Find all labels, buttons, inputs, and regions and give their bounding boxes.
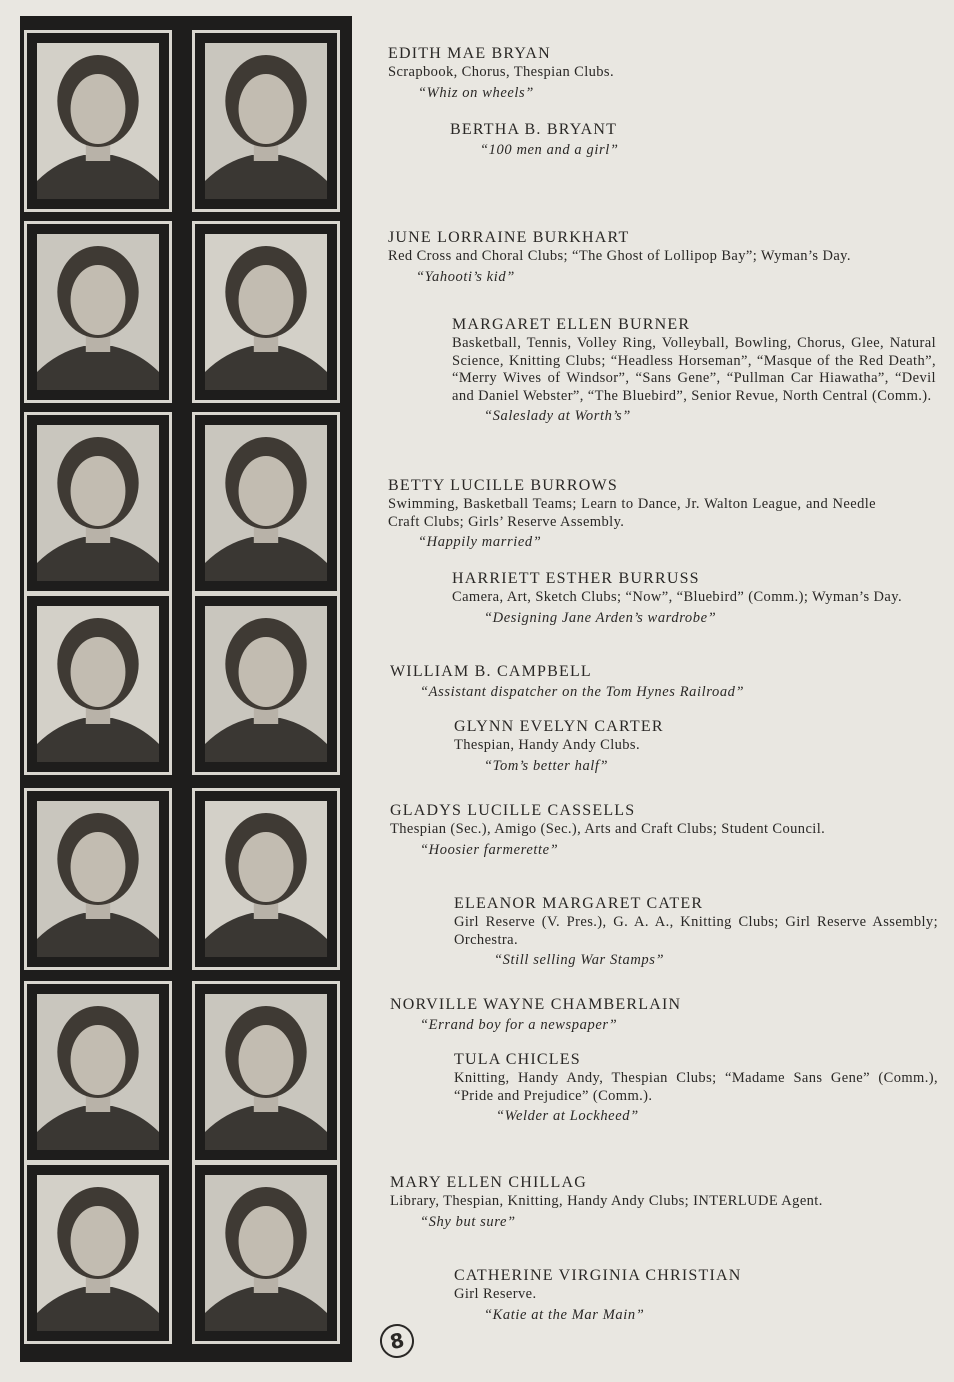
student-name: WILLIAM B. CAMPBELL: [390, 663, 592, 680]
student-quote: “Still selling War Stamps”: [494, 952, 665, 968]
student-name: MARY ELLEN CHILLAG: [390, 1174, 587, 1191]
student-name: MARGARET ELLEN BURNER: [452, 316, 691, 333]
photo-strip: [20, 16, 352, 1362]
student-activities: Knitting, Handy Andy, Thespian Clubs; “Madame Sans Gene” (Comm.), “Pride and Prejudice” (Comm.).: [454, 1070, 938, 1104]
portrait-frame: [24, 30, 172, 212]
portrait-photo: [37, 994, 159, 1150]
senior-entry: [390, 801, 876, 859]
student-name: NORVILLE WAYNE CHAMBERLAIN: [390, 996, 682, 1013]
senior-entry: [388, 228, 888, 286]
portrait-frame: [24, 981, 172, 1163]
portrait-silhouette: [37, 606, 159, 762]
portrait-silhouette: [205, 801, 327, 957]
student-name: CATHERINE VIRGINIA CHRISTIAN: [454, 1267, 742, 1284]
senior-entry: [450, 120, 930, 159]
student-activities: Girl Reserve (V. Pres.), G. A. A., Knitting Clubs; Girl Reserve Assembly; Orchestra.: [454, 914, 938, 948]
senior-entry: [388, 476, 876, 551]
student-quote: “Saleslady at Worth’s”: [484, 408, 631, 424]
portrait-frame: [192, 788, 340, 970]
student-activities: Red Cross and Choral Clubs; “The Ghost of Lollipop Bay”; Wyman’s Day.: [388, 248, 851, 264]
portrait-silhouette: [37, 234, 159, 390]
student-quote: “Assistant dispatcher on the Tom Hynes Railroad”: [420, 684, 745, 700]
portrait-photo: [205, 1175, 327, 1331]
portrait-photo: [205, 43, 327, 199]
student-quote: “100 men and a girl”: [480, 142, 619, 158]
portrait-photo: [37, 1175, 159, 1331]
student-quote: “Happily married”: [418, 534, 542, 550]
senior-entry: [454, 717, 934, 775]
student-activities: Basketball, Tennis, Volley Ring, Volleyball, Bowling, Chorus, Glee, Natural Science, Knitting Clubs; “Headless Horseman”, “Masque of the Red Death”, “Merry Wives of Windsor”, “Sans Gene”, “Pullman Car Hiawatha”, “Devil and Daniel Webster”, “The Bluebird”, Senior Revue, North Central (Comm.).: [452, 335, 936, 404]
student-quote: “Hoosier farmerette”: [420, 841, 559, 858]
student-quote: “Yahooti’s kid”: [416, 268, 515, 285]
portrait-frame: [24, 412, 172, 594]
student-activities: Scrapbook, Chorus, Thespian Clubs.: [388, 64, 614, 80]
student-name: TULA CHICLES: [454, 1051, 581, 1068]
portrait-silhouette: [37, 994, 159, 1150]
portrait-silhouette: [37, 43, 159, 199]
student-name: HARRIETT ESTHER BURRUSS: [452, 570, 700, 587]
student-activities: Thespian (Sec.), Amigo (Sec.), Arts and Craft Clubs; Student Council.: [390, 821, 826, 837]
portrait-photo: [37, 425, 159, 581]
portrait-photo: [205, 606, 327, 762]
portrait-silhouette: [37, 425, 159, 581]
portrait-frame: [192, 221, 340, 403]
portrait-photo: [205, 425, 327, 581]
portrait-silhouette: [205, 606, 327, 762]
portrait-photo: [205, 801, 327, 957]
portrait-frame: [24, 788, 172, 970]
senior-entry: [454, 894, 938, 969]
student-activities: Swimming, Basketball Teams; Learn to Dance, Jr. Walton League, and Needle Craft Clubs; Girls’ Reserve Assembly.: [388, 496, 876, 530]
student-name: JUNE LORRAINE BURKHART: [388, 229, 630, 246]
portrait-frame: [192, 30, 340, 212]
senior-entry: [390, 662, 890, 701]
portrait-silhouette: [205, 994, 327, 1150]
student-quote: “Whiz on wheels”: [418, 84, 534, 101]
portrait-frame: [192, 1162, 340, 1344]
student-quote: “Tom’s better half”: [484, 757, 609, 774]
senior-entry: [388, 44, 928, 102]
portrait-silhouette: [205, 1175, 327, 1331]
portrait-frame: [24, 1162, 172, 1344]
portrait-frame: [192, 981, 340, 1163]
portrait-silhouette: [37, 1175, 159, 1331]
portrait-frame: [192, 412, 340, 594]
student-quote: “Designing Jane Arden’s wardrobe”: [484, 609, 717, 626]
student-quote: “Errand boy for a newspaper”: [420, 1017, 618, 1033]
student-quote: “Shy but sure”: [420, 1213, 516, 1230]
portrait-frame: [192, 593, 340, 775]
portrait-photo: [37, 606, 159, 762]
portrait-photo: [37, 234, 159, 390]
student-name: BETTY LUCILLE BURROWS: [388, 477, 618, 494]
student-quote: “Welder at Lockheed”: [496, 1108, 639, 1124]
student-quote: “Katie at the Mar Main”: [484, 1306, 645, 1323]
student-activities: Camera, Art, Sketch Clubs; “Now”, “Bluebird” (Comm.); Wyman’s Day.: [452, 589, 902, 605]
senior-entry: [452, 315, 936, 425]
student-activities: Thespian, Handy Andy Clubs.: [454, 737, 640, 753]
student-name: ELEANOR MARGARET CATER: [454, 895, 704, 912]
student-name: GLYNN EVELYN CARTER: [454, 718, 664, 735]
portrait-silhouette: [205, 43, 327, 199]
senior-entry: [454, 1266, 934, 1324]
portrait-silhouette: [205, 425, 327, 581]
portrait-photo: [205, 234, 327, 390]
portrait-frame: [24, 221, 172, 403]
portrait-silhouette: [37, 801, 159, 957]
portrait-frame: [24, 593, 172, 775]
portrait-photo: [37, 43, 159, 199]
senior-entry: [452, 569, 936, 627]
student-name: EDITH MAE BRYAN: [388, 45, 551, 62]
student-name: GLADYS LUCILLE CASSELLS: [390, 802, 636, 819]
senior-entry: [390, 995, 890, 1034]
senior-entry: [454, 1050, 938, 1125]
student-name: BERTHA B. BRYANT: [450, 121, 618, 138]
senior-entry: [390, 1173, 874, 1231]
portrait-photo: [37, 801, 159, 957]
student-activities: Girl Reserve.: [454, 1286, 537, 1302]
portrait-silhouette: [205, 234, 327, 390]
page-number: 8: [377, 1321, 417, 1361]
student-activities: Library, Thespian, Knitting, Handy Andy Clubs; INTERLUDE Agent.: [390, 1193, 823, 1209]
portrait-photo: [205, 994, 327, 1150]
